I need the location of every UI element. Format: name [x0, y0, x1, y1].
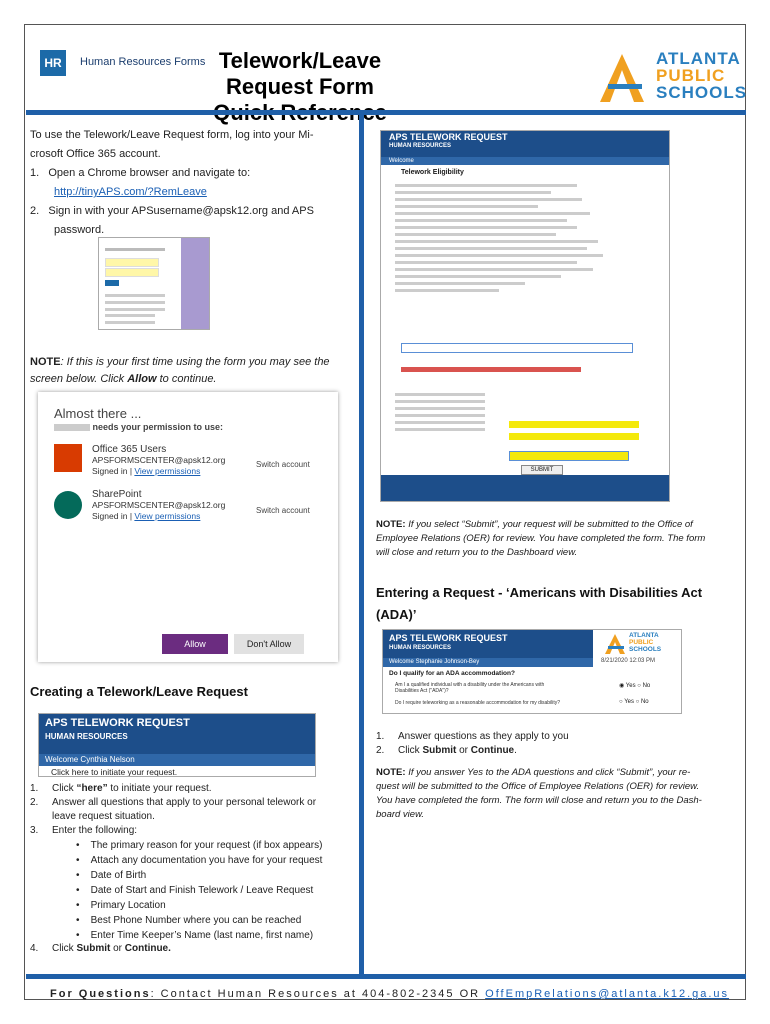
- logo-line-1: ATLANTA: [656, 49, 741, 68]
- tw-click-here-link[interactable]: Click here to initiate your request.: [51, 767, 178, 777]
- telework-header-screenshot: [38, 713, 316, 777]
- intro-line-1: To use the Telework/Leave Request form, log into your Mi-: [30, 129, 314, 141]
- form-shot-submit: SUBMIT: [521, 465, 563, 475]
- footer-divider: [26, 974, 746, 979]
- note-submit: [376, 518, 736, 560]
- bullet-item: • Primary Location: [76, 900, 166, 911]
- intro-step-1-link-row: [30, 183, 350, 202]
- aps-logo-text: [656, 50, 747, 101]
- permission-title: Almost there ...: [54, 406, 142, 421]
- tw-subtitle: HUMAN RESOURCES: [45, 732, 128, 741]
- footer-contact: For Questions: Contact Human Resources at 404-802-2345 OR OffEmpRelations@atlanta.k12.ga.us: [50, 988, 730, 1000]
- creating-step-2-cont: leave request situation.: [52, 811, 155, 822]
- form-shot-header: [381, 131, 669, 157]
- ada-step-2: 2. Click Submit or Continue.: [376, 745, 517, 756]
- ada-steps: [376, 730, 736, 758]
- creating-bullets: [76, 838, 356, 943]
- sharepoint-signed-row: Signed in | View permissions: [92, 511, 201, 521]
- office-switch-account[interactable]: Switch account: [256, 460, 310, 469]
- tw-bar: [39, 714, 315, 754]
- sharepoint-app-email: APSFORMSCENTER@apsk12.org: [92, 500, 226, 510]
- logo-line-3: SCHOOLS: [656, 83, 748, 102]
- ada-shot-header: [383, 630, 593, 658]
- ada-screenshot: [382, 629, 682, 714]
- ada-shot-question: Do I qualify for an ADA accommodation?: [389, 670, 515, 677]
- creating-step-2: 2. Answer all questions that apply to your personal telework or: [30, 797, 317, 808]
- office-app-info: [92, 444, 225, 477]
- note1-line-1: NOTE: If this is your first time using the form you may see the: [30, 356, 330, 368]
- note2-line-2: Employee Relations (OER) for review. You have completed the form. The form: [376, 533, 706, 544]
- intro-line-2: crosoft Office 365 account.: [30, 148, 161, 160]
- note3-line-3: You have completed the form. The form will close and return you to the Dash-: [376, 795, 702, 806]
- note2-line-3: will close and return you to the Dashboard view.: [376, 547, 578, 558]
- bullet-item: • Attach any documentation you have for your request: [76, 855, 323, 866]
- sharepoint-switch-account[interactable]: Switch account: [256, 506, 310, 515]
- hr-forms-label: Human Resources Forms: [80, 56, 206, 68]
- dont-allow-button[interactable]: Don't Allow: [234, 634, 304, 654]
- sharepoint-view-permissions-link[interactable]: View permissions: [134, 511, 201, 521]
- form-shot-welcome: Welcome: [381, 157, 669, 165]
- ada-step-1: 1. Answer questions as they apply to you: [376, 731, 569, 742]
- ada-shot-date: 8/21/2020 12:03 PM: [601, 658, 656, 664]
- form-shot-lines: [395, 184, 655, 292]
- creating-step-3: 3. Enter the following:: [30, 825, 138, 836]
- bullet-item: • Date of Birth: [76, 870, 147, 881]
- ada-heading: [376, 582, 736, 626]
- permission-dialog: [38, 392, 338, 662]
- login-screenshot: [98, 237, 210, 330]
- ada-logo-text: ATLANTA PUBLIC SCHOOLS: [629, 632, 662, 653]
- tw-title: APS TELEWORK REQUEST: [45, 717, 190, 729]
- ada-aps-logo-icon: [603, 632, 627, 656]
- bullet-item: • Date of Start and Finish Telework / Leave Request: [76, 885, 314, 896]
- column-divider: [359, 115, 364, 975]
- creating-steps: [30, 782, 350, 838]
- intro-text: [30, 126, 350, 240]
- form-shot-title: APS TELEWORK REQUEST: [389, 132, 508, 142]
- telework-form-screenshot: [380, 130, 670, 502]
- ada-q2-options: ○ Yes ○ No: [619, 699, 649, 705]
- creating-step-4: 4. Click Submit or Continue.: [30, 943, 171, 954]
- ada-shot-subtitle: HUMAN RESOURCES: [389, 645, 452, 651]
- intro-step-1: 1. Open a Chrome browser and navigate to:: [30, 167, 251, 179]
- bullet-item: • Enter Time Keeper’s Name (last name, first name): [76, 930, 314, 941]
- note1-line-2: screen below. Click Allow to continue.: [30, 373, 217, 385]
- note3-line-1: NOTE: If you answer Yes to the ADA questions and click “Submit”, your re-: [376, 767, 691, 778]
- permission-subtitle: needs your permission to use:: [54, 422, 223, 432]
- ada-shot-q2: Do I require teleworking as a reasonable accommodation for my disability?: [395, 700, 561, 706]
- aps-logo-icon: [594, 50, 650, 106]
- bullet-item: • Best Phone Number where you can be reached: [76, 915, 302, 926]
- header-divider: [26, 110, 746, 115]
- creating-step-1: 1. Click “here” to initiate your request.: [30, 783, 212, 794]
- ada-shot-welcome: Welcome Stephanie Johnson-Bey: [383, 658, 593, 667]
- creating-heading: Creating a Telework/Leave Request: [30, 684, 248, 699]
- intro-step-2-line-2: password.: [54, 224, 105, 236]
- form-shot-section: Telework Eligibility: [401, 169, 464, 176]
- note3-line-4: board view.: [376, 809, 425, 820]
- sharepoint-icon: [54, 491, 82, 519]
- ada-shot-q1: Am I a qualified individual with a disability under the Americans with Disabilities Act ("ADA")?: [395, 682, 545, 694]
- ada-q1-options: ◉ Yes ○ No: [619, 683, 651, 689]
- office-icon: [54, 444, 82, 472]
- remleave-link[interactable]: http://tinyAPS.com/?RemLeave: [54, 186, 207, 198]
- ada-heading-line-2: (ADA)’: [376, 607, 417, 622]
- tw-welcome: Welcome Cynthia Nelson: [39, 754, 315, 766]
- note-first-time: [30, 354, 350, 388]
- intro-step-2: 2. Sign in with your APSusername@apsk12.org and APS: [30, 205, 314, 217]
- office-view-permissions-link[interactable]: View permissions: [134, 466, 201, 476]
- note-ada: [376, 766, 738, 822]
- note2-line-1: NOTE: If you select “Submit”, your request will be submitted to the Office of: [376, 519, 693, 530]
- ada-heading-line-1: Entering a Request - ‘Americans with Disabilities Act: [376, 585, 703, 600]
- ada-shot-title: APS TELEWORK REQUEST: [389, 633, 508, 643]
- hr-badge-text: HR: [44, 56, 62, 70]
- sharepoint-app-name: SharePoint: [92, 489, 142, 500]
- form-shot-subtitle: HUMAN RESOURCES: [389, 143, 452, 149]
- office-app-email: APSFORMSCENTER@apsk12.org: [92, 455, 226, 465]
- hr-logo: [40, 50, 66, 76]
- bullet-item: • The primary reason for your request (if box appears): [76, 840, 323, 851]
- title-line-1: Telework/Leave Request Form: [218, 48, 382, 99]
- office-app-name: Office 365 Users: [92, 444, 167, 455]
- office-signed-row: Signed in | View permissions: [92, 466, 201, 476]
- note3-line-2: quest will be submitted to the Office of Employee Relations (OER) for review.: [376, 781, 700, 792]
- footer-email-link[interactable]: OffEmpRelations@atlanta.k12.ga.us: [485, 988, 730, 1000]
- logo-line-2: PUBLIC: [656, 66, 726, 85]
- allow-button[interactable]: Allow: [162, 634, 228, 654]
- sharepoint-app-info: [92, 489, 225, 522]
